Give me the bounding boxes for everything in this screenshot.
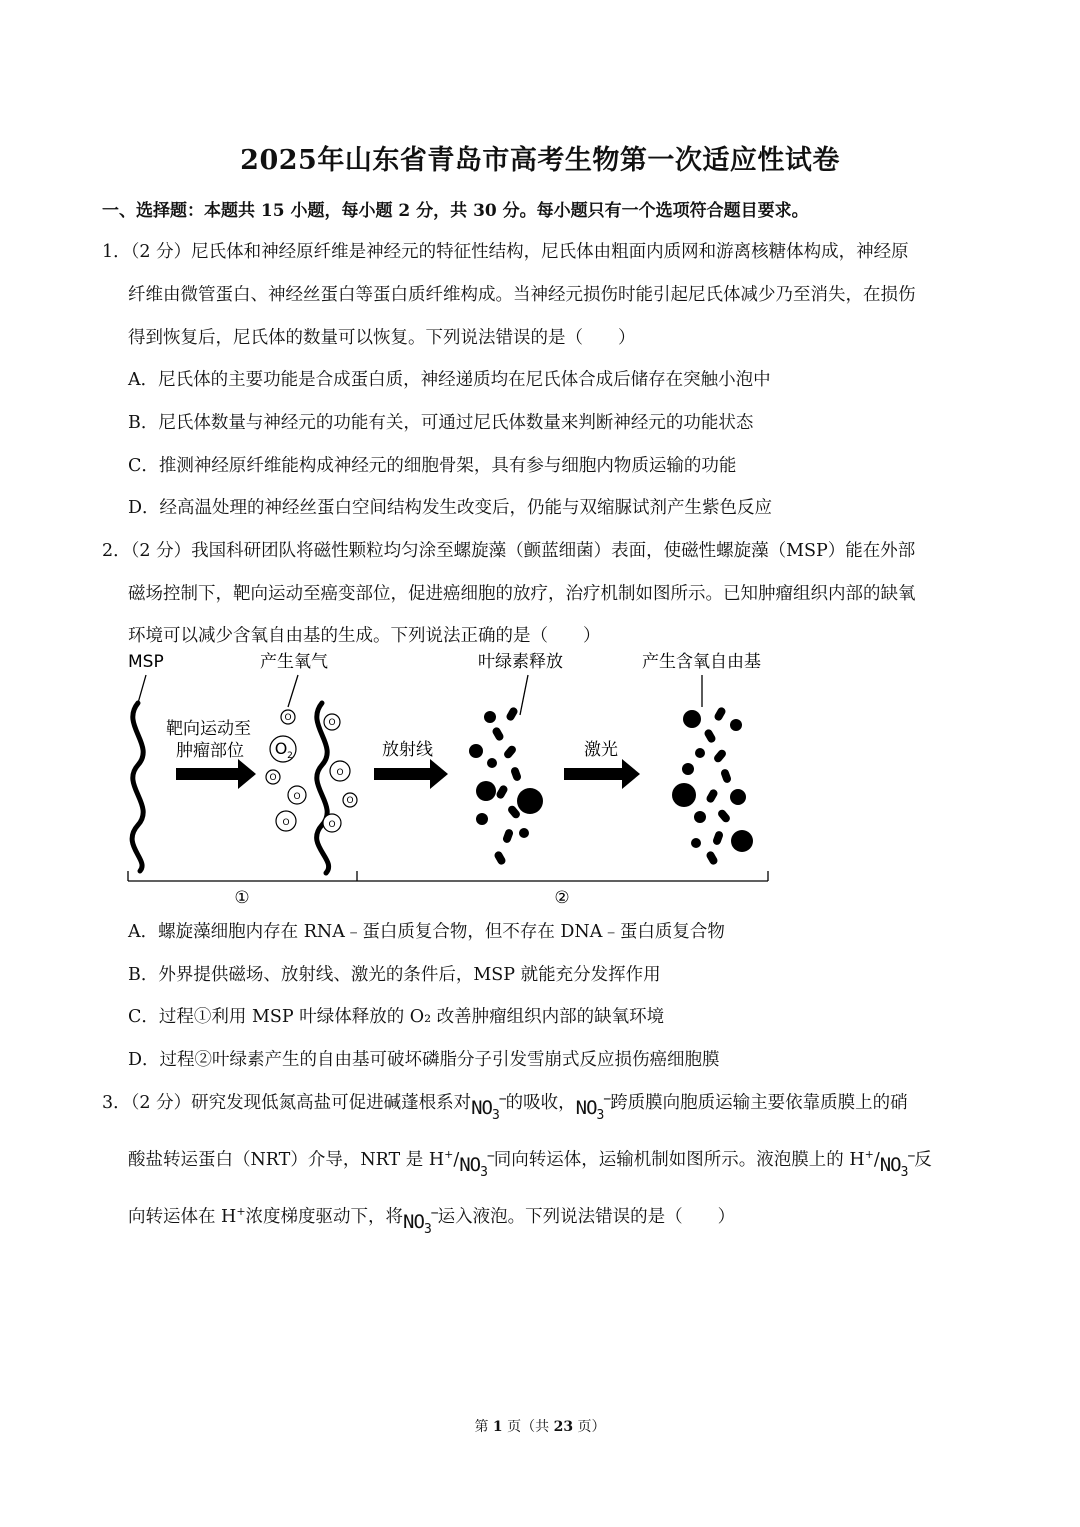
label-msp: MSP bbox=[128, 652, 164, 672]
arrow-right-icon bbox=[564, 759, 640, 789]
oxygen-radical-icon bbox=[672, 706, 753, 866]
svg-text:O: O bbox=[269, 773, 277, 783]
label-radical: 产生含氧自由基 bbox=[642, 652, 761, 672]
bracket-label-1: ① bbox=[234, 888, 250, 908]
nitrate-formula: $NO_3^-$ bbox=[471, 1091, 506, 1123]
page-title: 2025年山东省青岛市高考生物第一次适应性试卷 bbox=[240, 145, 840, 176]
q2-line-1: 2．（2 分）我国科研团队将磁性颗粒均匀涂至螺旋藻（颤蓝细菌）表面，使磁性螺旋藻（MSP）能在外部 bbox=[102, 541, 916, 561]
q2-line-2: 磁场控制下，靶向运动至癌变部位，促进癌细胞的放疗，治疗机制如图所示。已知肿瘤组织内部的缺氧 bbox=[128, 584, 916, 604]
nitrate-formula: $NO_3^-$ bbox=[459, 1148, 494, 1180]
q2-option-d: D．过程②叶绿素产生的自由基可破坏磷脂分子引发雪崩式反应损伤癌细胞膜 bbox=[128, 1050, 720, 1070]
o2-label: O bbox=[274, 739, 288, 758]
svg-text:O: O bbox=[336, 768, 344, 778]
section-heading: 一、选择题：本题共 15 小题，每小题 2 分，共 30 分。每小题只有一个选项符合题目要求。 bbox=[102, 201, 809, 221]
q1-option-d: D．经高温处理的神经丝蛋白空间结构发生改变后，仍能与双缩脲试剂产生紫色反应 bbox=[128, 498, 773, 518]
q1-line-3: 得到恢复后，尼氏体的数量可以恢复。下列说法错误的是（ ） bbox=[128, 328, 636, 348]
q3-line-3: 向转运体在 H+浓度梯度驱动下，将$NO_3^-$运入液泡。下列说法错误的是（ ） bbox=[128, 1205, 736, 1237]
q3-line-1: 3．（2 分）研究发现低氮高盐可促进碱蓬根系对$NO_3^-$的吸收，$NO_3^-$跨质膜向胞质运输主要依靠质膜上的硝 bbox=[102, 1091, 908, 1123]
svg-text:O: O bbox=[282, 818, 290, 828]
q1-option-a: A．尼氏体的主要功能是合成蛋白质，神经递质均在尼氏体合成后储存在突触小泡中 bbox=[128, 370, 771, 390]
page-number: 1 bbox=[492, 1419, 503, 1435]
q2-option-a: A．螺旋藻细胞内存在 RNA﹣蛋白质复合物，但不存在 DNA﹣蛋白质复合物 bbox=[128, 922, 725, 942]
arrow2-label: 放射线 bbox=[382, 740, 433, 760]
q1-option-c: C．推测神经原纤维能构成神经元的细胞骨架，具有参与细胞内物质运输的功能 bbox=[128, 456, 737, 476]
q1-option-b: B．尼氏体数量与神经元的功能有关，可通过尼氏体数量来判断神经元的功能状态 bbox=[128, 413, 754, 433]
arrow3-label: 激光 bbox=[584, 740, 618, 760]
q3-line-2: 酸盐转运蛋白（NRT）介导，NRT 是 $H^+/NO_3^-$同向转运体，运输机制如图所示。液泡膜上的 $H^+/NO_3^-$反 bbox=[128, 1148, 932, 1180]
q1-line-1: 1．（2 分）尼氏体和神经原纤维是神经元的特征性结构，尼氏体由粗面内质网和游离核糖体构成，神经原 bbox=[102, 242, 909, 262]
arrow1-label-line2: 肿瘤部位 bbox=[176, 741, 244, 761]
page-total: 23 bbox=[553, 1419, 574, 1435]
q2-option-b: B．外界提供磁场、放射线、激光的条件后，MSP 就能充分发挥作用 bbox=[128, 965, 661, 985]
treatment-mechanism-diagram bbox=[110, 645, 790, 910]
q1-line-2: 纤维由微管蛋白、神经丝蛋白等蛋白质纤维构成。当神经元损伤时能引起尼氏体减少乃至消失，在损伤 bbox=[128, 285, 916, 305]
o2-sub: 2 bbox=[287, 751, 293, 761]
nitrate-formula: $NO_3^-$ bbox=[575, 1091, 611, 1123]
arrow1-label-line1: 靶向运动至 bbox=[166, 719, 251, 739]
chlorophyll-release-icon bbox=[469, 706, 543, 866]
q2-option-c: C．过程①利用 MSP 叶绿体释放的 O₂ 改善肿瘤组织内部的缺氧环境 bbox=[128, 1007, 665, 1027]
svg-text:O: O bbox=[293, 792, 301, 802]
label-chlorophyll: 叶绿素释放 bbox=[478, 652, 563, 672]
svg-text:O: O bbox=[284, 713, 292, 723]
bracket-label-2: ② bbox=[554, 888, 570, 908]
svg-text:O: O bbox=[328, 820, 336, 830]
svg-text:O: O bbox=[328, 718, 336, 728]
label-oxygen: 产生氧气 bbox=[260, 652, 328, 672]
arrow-right-icon bbox=[176, 759, 256, 789]
arrow-right-icon bbox=[374, 759, 448, 789]
nitrate-formula: $NO_3^-$ bbox=[403, 1205, 438, 1237]
page-footer: 第 1 页（共 23 页） bbox=[474, 1419, 606, 1435]
svg-text:O: O bbox=[346, 796, 354, 806]
q2-line-3: 环境可以减少含氧自由基的生成。下列说法正确的是（ ） bbox=[128, 626, 601, 646]
nitrate-formula: $NO_3^-$ bbox=[879, 1148, 915, 1180]
msp-strand-icon bbox=[132, 703, 143, 871]
